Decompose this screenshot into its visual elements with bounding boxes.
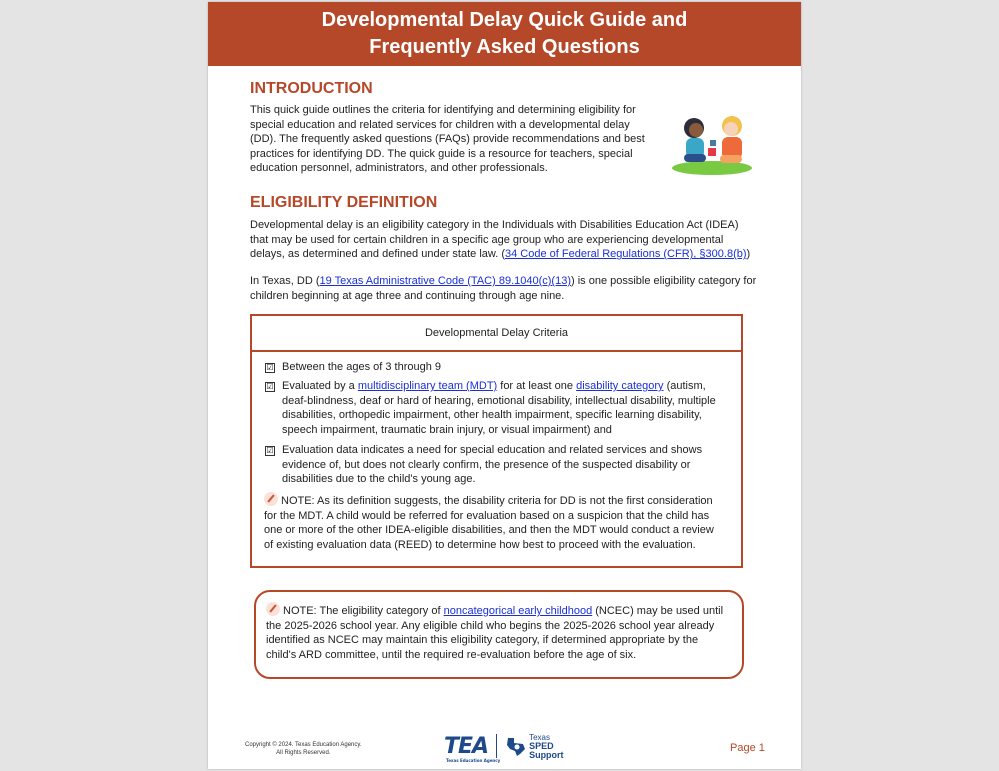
eligibility-line: children beginning at age three and continuing through age nine.	[250, 289, 565, 302]
copyright-line: All Rights Reserved.	[276, 750, 331, 756]
intro-line: education personnel, administrators, and other professionals.	[250, 162, 548, 175]
note-line: one or more of the other IDEA-eligible disabilities, and then the MDT would conduct a review	[264, 524, 714, 537]
footer-logos	[444, 731, 564, 761]
note-text: NOTE: As its definition suggests, the disability criteria for DD is not the first consideration	[281, 495, 713, 507]
note-line: the 2025-2026 school year. Any eligible child who begins the 2025-2026 school year already	[266, 619, 715, 632]
sped-logo-text: Texas	[529, 732, 550, 742]
note-line: for the MDT. A child would be referred for evaluation based on a suspicion that the child has	[264, 509, 710, 522]
note-line: of existing evaluation data (REED) to determine how best to proceed with the evaluation.	[264, 538, 696, 551]
note-text: NOTE: The eligibility category of	[283, 605, 444, 617]
criteria-box	[250, 314, 743, 568]
tea-logo-subtitle: Texas Education Agency	[446, 757, 501, 763]
ncec-note-box	[254, 590, 744, 679]
note-line: identified as NCEC may maintain this eligibility category, if determined appropriate by the	[266, 634, 699, 647]
checkbox-icon: ☑	[266, 382, 274, 391]
texas-map-icon	[505, 735, 527, 757]
criteria-line: deaf-blindness, deaf or hard of hearing, emotional disability, intellectual disability, multiple	[282, 394, 716, 407]
criteria-item	[282, 379, 737, 437]
cfr-link[interactable]: 34 Code of Federal Regulations (CFR), §300.8(b)	[505, 248, 747, 261]
sped-logo-text: SPED	[529, 740, 554, 751]
eligibility-line: that may be used for certain children in a specific age group who are experiencing developmental	[250, 233, 724, 246]
page-title: Developmental Delay Quick Guide and Frequently Asked Questions	[321, 9, 688, 58]
intro-line: special education and related services for children with a developmental delay	[250, 118, 630, 131]
eligibility-line	[250, 274, 770, 289]
note-line	[266, 602, 736, 619]
eligibility-text: ) is one possible eligibility category for	[570, 275, 757, 287]
checkbox-icon: ☑	[266, 446, 274, 455]
note-line: child's ARD committee, until the required re-evaluation before the age of six.	[266, 648, 637, 661]
criteria-text: Evaluated by a	[282, 380, 358, 392]
intro-line: (DD). The frequently asked questions (FAQs) provide recommendations and best	[250, 133, 645, 146]
ncec-link[interactable]: noncategorical early childhood	[443, 605, 593, 617]
intro-paragraph	[250, 103, 670, 176]
note-text: (NCEC) may be used until	[592, 605, 724, 617]
disability-category-link[interactable]: disability category	[576, 380, 664, 392]
pencil-icon	[264, 492, 278, 506]
intro-line: practices for identifying DD. The quick guide is a resource for teachers, special	[250, 147, 633, 160]
texas-sped-support-logo	[505, 733, 564, 760]
title-banner	[208, 2, 801, 66]
eligibility-text: In Texas, DD (	[250, 275, 320, 287]
criteria-text: (autism,	[663, 380, 706, 392]
tea-logo-text: TEA	[444, 733, 489, 759]
sped-logo-text: Support	[529, 749, 564, 760]
children-playing-icon	[670, 112, 754, 178]
eligibility-paragraph-1	[250, 218, 770, 262]
criteria-line: evidence of, but does not clearly confirm, the presence of the suspected disability or	[282, 458, 691, 471]
criteria-text: for at least one	[497, 380, 577, 392]
document-page	[208, 2, 801, 769]
criteria-line: disabilities, orthopedic impairment, other health impairment, specific learning disability,	[282, 409, 702, 422]
page-number: Page 1	[730, 742, 765, 754]
checkbox-icon: ☑	[266, 363, 274, 372]
criteria-note	[264, 492, 734, 552]
eligibility-line: Developmental delay is an eligibility category in the Individuals with Disabilities Education Act (IDEA)	[250, 219, 739, 231]
eligibility-line	[250, 247, 770, 262]
criteria-header: Developmental Delay Criteria	[252, 316, 741, 352]
copyright	[245, 741, 362, 757]
criteria-line: Evaluation data indicates a need for special education and related services and shows	[282, 444, 703, 456]
logo-divider	[496, 734, 497, 758]
copyright-line: Copyright © 2024. Texas Education Agency.	[245, 742, 362, 748]
eligibility-heading: ELIGIBILITY DEFINITION	[250, 194, 438, 211]
eligibility-paragraph-2	[250, 274, 770, 303]
eligibility-text: )	[746, 248, 751, 261]
pencil-icon	[266, 602, 280, 616]
criteria-item	[282, 443, 737, 487]
ncec-note	[266, 602, 736, 662]
criteria-item: Between the ages of 3 through 9	[282, 361, 442, 373]
intro-line: This quick guide outlines the criteria for identifying and determining eligibility for	[250, 104, 636, 116]
eligibility-text: delays, as determined and defined under state law. (	[250, 248, 505, 261]
note-line	[264, 492, 734, 509]
mdt-link[interactable]: multidisciplinary team (MDT)	[357, 380, 498, 392]
criteria-line: disabilities due to the child's young age.	[282, 473, 476, 486]
criteria-line	[282, 379, 737, 394]
tea-logo	[444, 733, 501, 763]
tac-link[interactable]: 19 Texas Administrative Code (TAC) 89.1040(c)(13)	[319, 275, 571, 287]
criteria-line: speech impairment, traumatic brain injury, or visual impairment) and	[282, 423, 612, 436]
intro-heading: INTRODUCTION	[250, 80, 373, 97]
